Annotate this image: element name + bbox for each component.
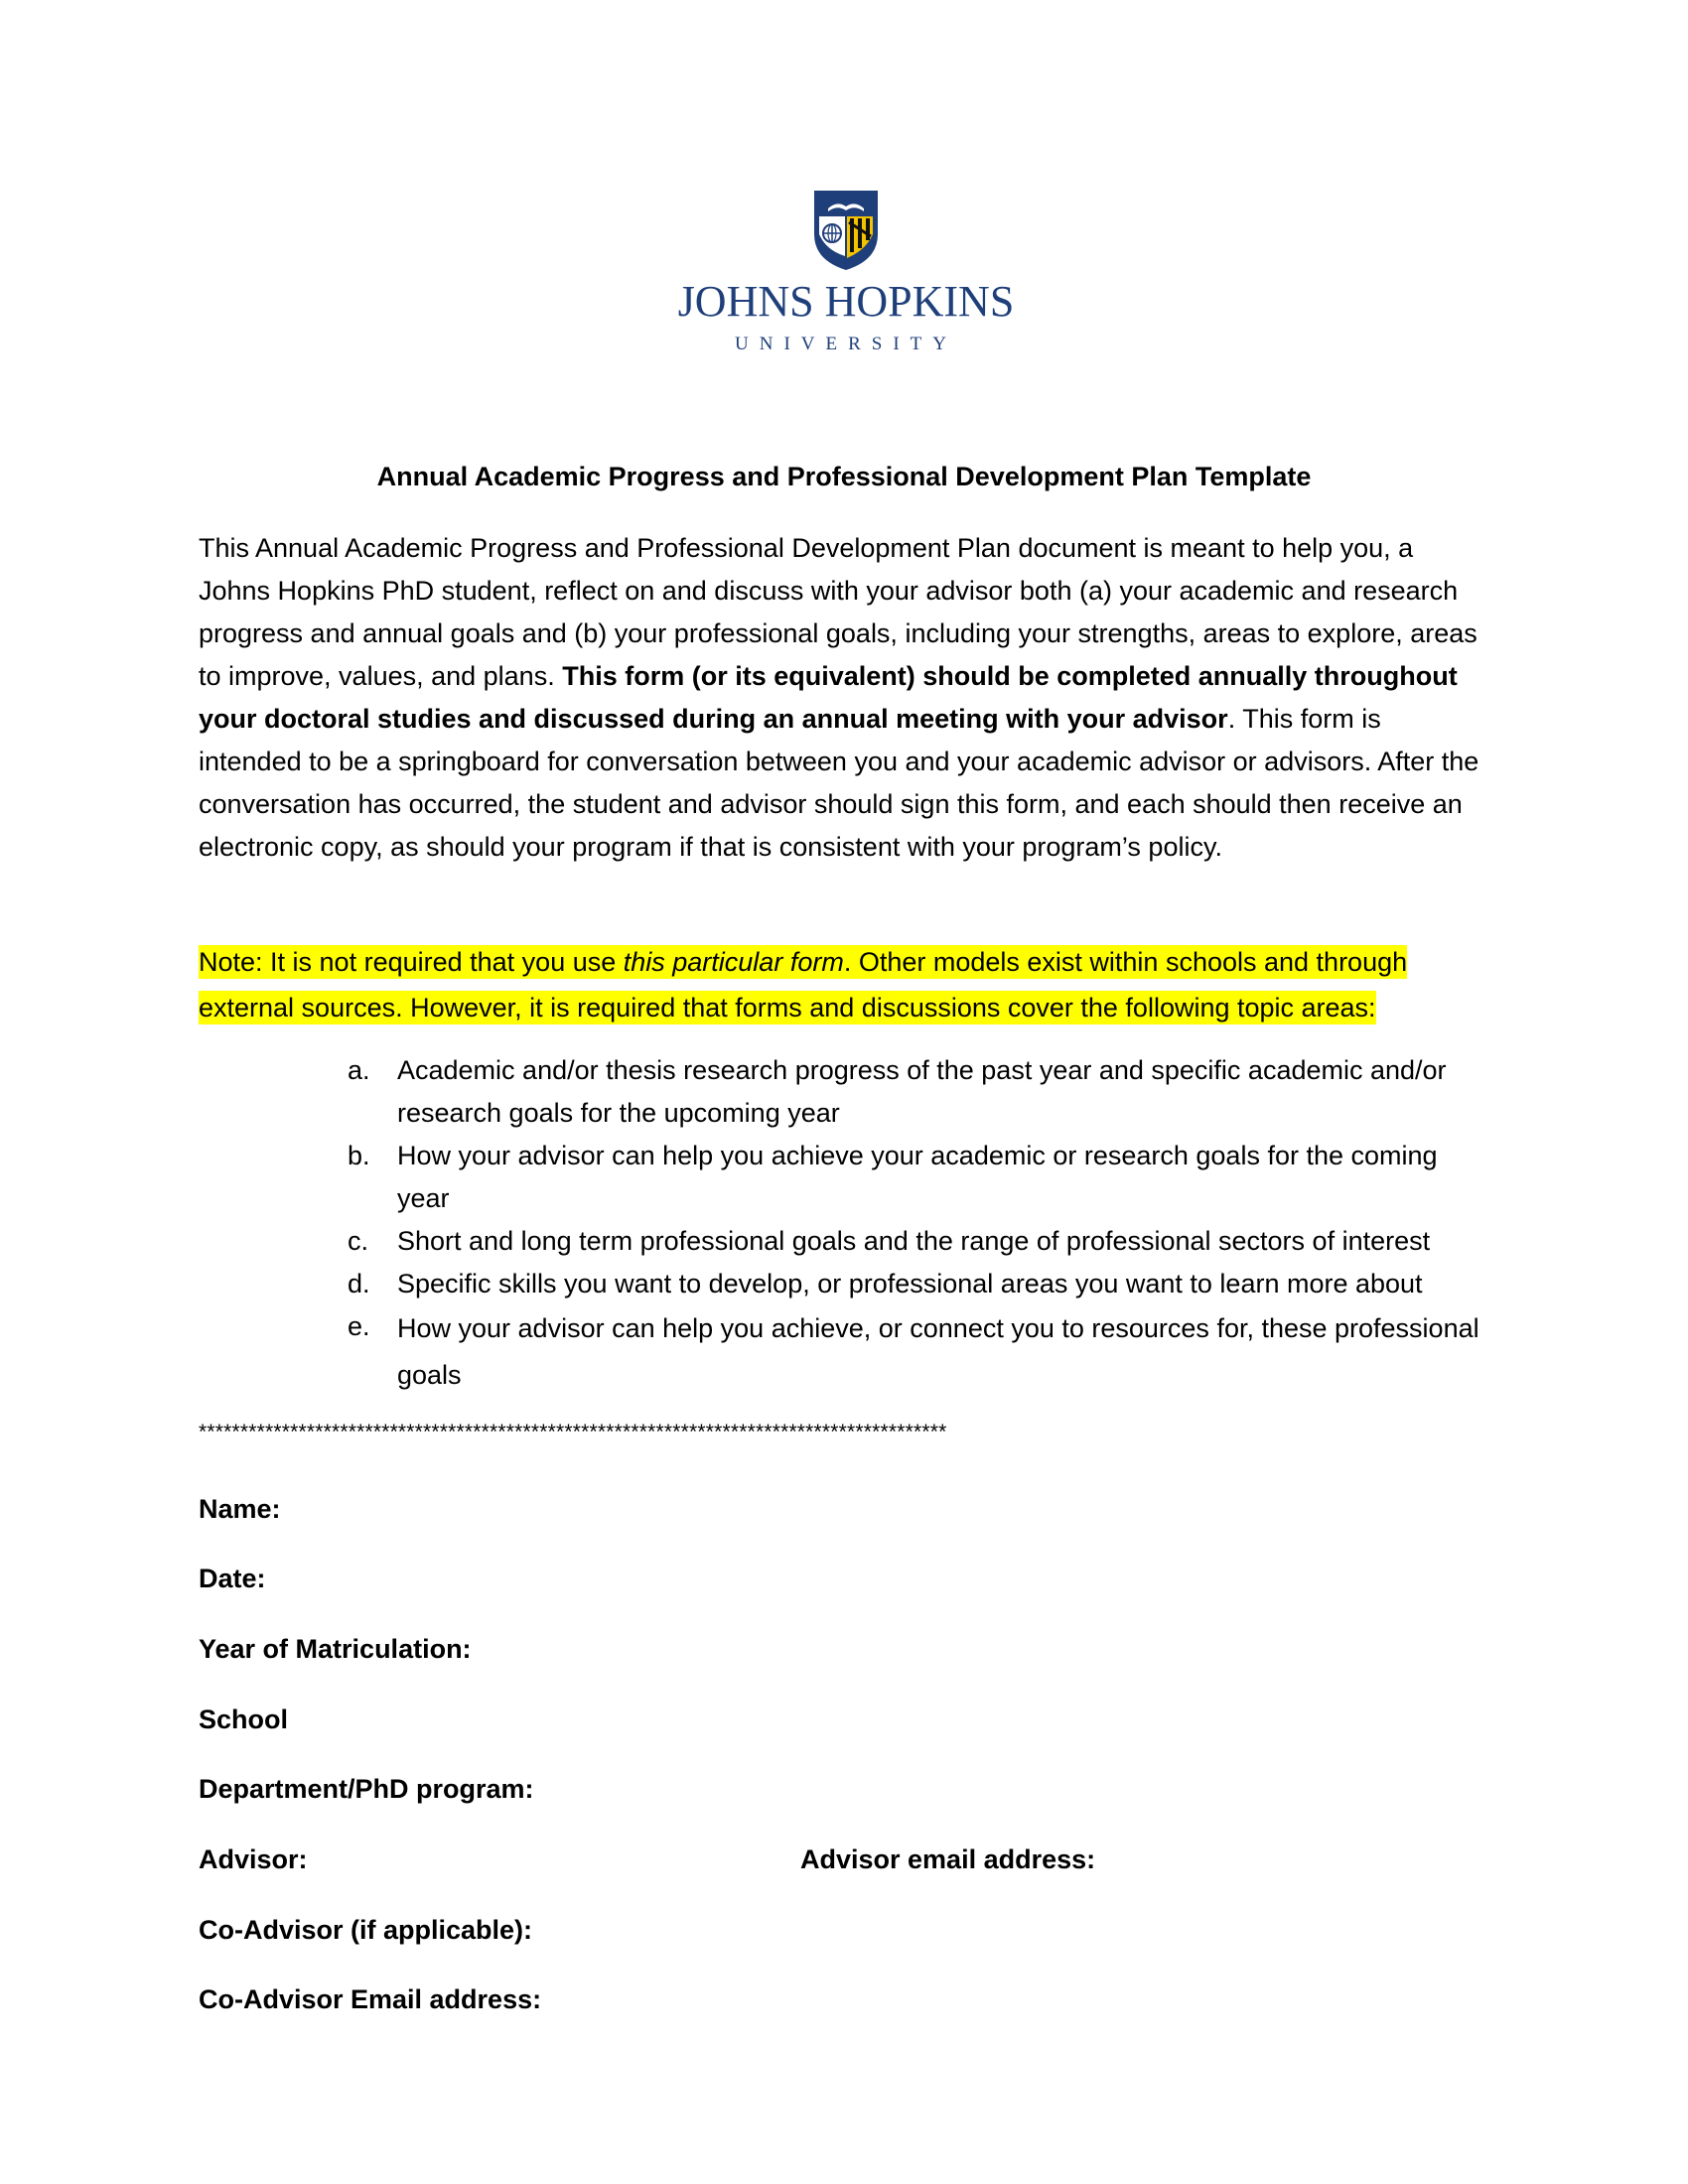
field-co-advisor-label: Co-Advisor (if applicable): — [199, 1915, 533, 1945]
separator-line: ****************************************************************************************** — [199, 1421, 947, 1443]
list-marker: d. — [348, 1269, 370, 1298]
logo-name-line2: UNIVERSITY — [735, 334, 957, 354]
logo-name-line1: JOHNS HOPKINS — [677, 277, 1015, 326]
list-item — [348, 1220, 1489, 1263]
note-text-part1: Note: It is not required that you use — [199, 947, 624, 977]
intro-paragraph — [199, 527, 1489, 869]
jhu-shield-icon — [667, 187, 1025, 361]
list-item-text: How your advisor can help you achieve your academic or research goals for the coming year — [397, 1141, 1438, 1213]
list-marker: e. — [348, 1311, 370, 1341]
intro-text-bold: This form (or its equivalent) should be completed annually throughout your doctoral studies and discussed during an annual meeting with your advisor — [199, 661, 1458, 734]
list-item-text: How your advisor can help you achieve, or connect you to resources for, these professional goals — [397, 1313, 1479, 1390]
list-item-text: Academic and/or thesis research progress of the past year and specific academic and/or research goals for the upcoming year — [397, 1055, 1447, 1128]
list-item — [348, 1049, 1489, 1135]
field-department-label: Department/PhD program: — [199, 1774, 534, 1804]
list-marker: c. — [348, 1226, 369, 1256]
field-date-label: Date: — [199, 1564, 266, 1593]
list-marker: a. — [348, 1055, 370, 1085]
note-highlight — [199, 945, 1407, 1024]
list-item — [348, 1305, 1489, 1399]
topic-list — [348, 1049, 1489, 1399]
list-item — [348, 1135, 1489, 1220]
list-marker: b. — [348, 1141, 370, 1170]
note-paragraph — [199, 939, 1489, 1030]
jhu-logo — [667, 187, 1025, 361]
note-text-part2: . Other models exist within schools and through external sources. However, it is required that forms and discussions cover the following topic areas: — [199, 947, 1408, 1023]
field-co-advisor-email-label: Co-Advisor Email address: — [199, 1984, 542, 2014]
list-item — [348, 1263, 1489, 1305]
field-school-label: School — [199, 1705, 289, 1734]
list-item-text: Short and long term professional goals and the range of professional sectors of interest — [397, 1226, 1431, 1256]
document-title: Annual Academic Progress and Professional Development Plan Template — [376, 462, 1312, 491]
intro-text-part1: This Annual Academic Progress and Professional Development Plan document is meant to help you, a Johns Hopkins PhD student, reflect on and discuss with your advisor both (a) your academic and research progress and annual goals and (b) your professional goals, including your strengths, areas to explore, areas to improve, values, and plans. — [199, 533, 1477, 691]
field-year-label: Year of Matriculation: — [199, 1634, 472, 1664]
field-advisor-label: Advisor: — [199, 1844, 308, 1874]
list-item-text: Specific skills you want to develop, or professional areas you want to learn more about — [397, 1269, 1423, 1298]
intro-text-part2: . This form is intended to be a springboard for conversation between you and your academic advisor or advisors. After the conversation has occurred, the student and advisor should sign this form, and each should then receive an electronic copy, as should your program if that is consistent with your program’s policy. — [199, 704, 1479, 862]
note-text-italic: this particular form — [623, 947, 844, 977]
field-advisor-email-label: Advisor email address: — [800, 1844, 1096, 1874]
field-name-label: Name: — [199, 1494, 281, 1524]
